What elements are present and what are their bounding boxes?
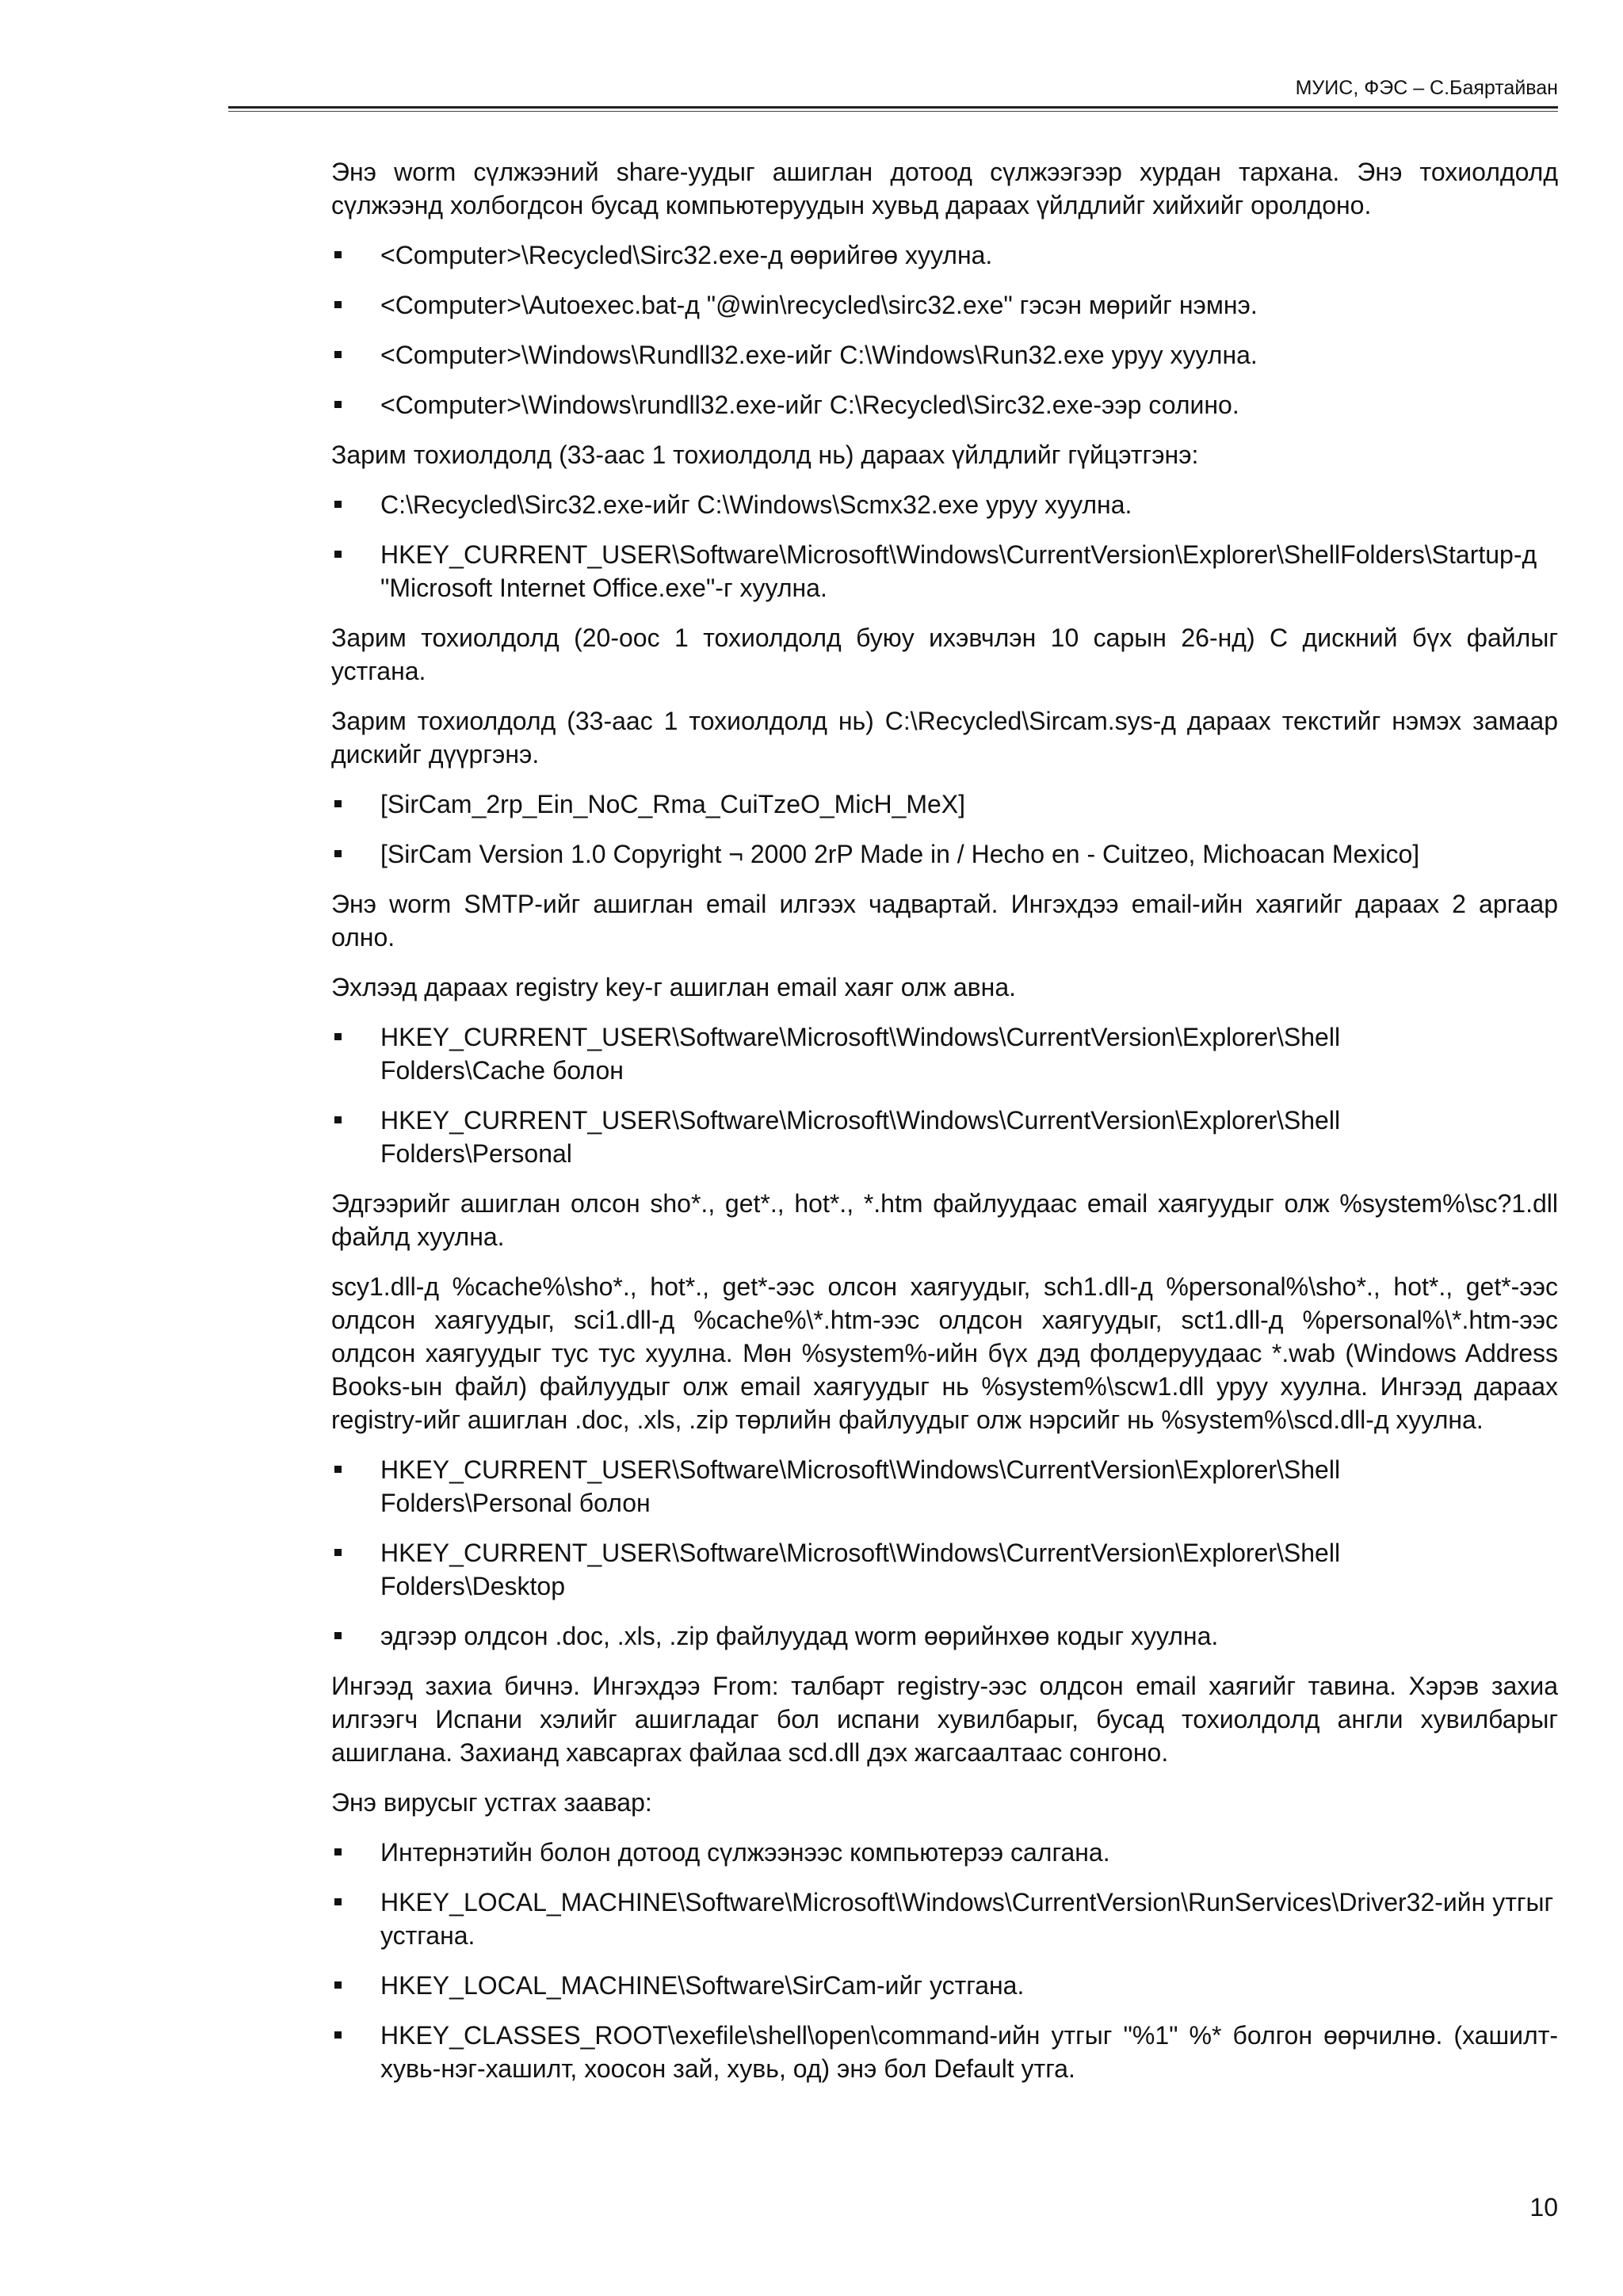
list-item-text: [SirCam Version 1.0 Copyright ¬ 2000 2rP Made in / Hecho en - Cuitzeo, Michoacan Mexico]	[380, 840, 1420, 868]
list-item-text: Интернэтийн болон дотоод сүлжээнээс компьютерээ салгана.	[380, 1838, 1110, 1867]
bullet-icon	[334, 401, 342, 408]
page-number: 10	[1529, 2193, 1558, 2222]
list-item	[331, 538, 1558, 605]
list-item	[331, 1619, 1558, 1653]
bullet-icon	[334, 1632, 342, 1639]
paragraph: scy1.dll-д %cache%\sho*., hot*., get*-ээс олсон хаягуудыг, sch1.dll-д %personal%\sho*., hot*., get*-ээс олдсон хаягуудыг, sci1.dll-д %cache%\*.htm-ээс олдсон хаягуудыг, sct1.dll-д %personal%\*.htm-ээс олдсон хаягуудыг тус тус хуулна. Мөн %system%-ийн бүх дэд фолдеруудаас *.wab (Windows Address Books-ын файл) файлуудыг олж email хаягуудыг нь %system%\scw1.dll уруу хуулна. Ингээд дараах registry-ийг ашиглан .doc, .xls, .zip төрлийн файлуудыг олж нэрсийг нь %system%\scd.dll-д хуулна.	[331, 1272, 1558, 1434]
bullet-icon	[334, 1549, 342, 1556]
list-item-text: C:\Recycled\Sirc32.exe-ийг C:\Windows\Scmx32.exe уруу хуулна.	[380, 490, 1132, 519]
paragraph: Ингээд захиа бичнэ. Ингэхдээ From: талбарт registry-ээс олдсон email хаягийг тавина. Хэрэв захиа илгээгч Испани хэлийг ашигладаг бол испани хувилбарыг, бусад тохиолдолд англи хувилбарыг ашиглана. Захианд хавсаргах файлаа scd.dll дэх жагсаалтаас сонгоно.	[331, 1672, 1558, 1767]
bullet-icon	[334, 1848, 342, 1855]
paragraph: Эхлээд дараах registry key-г ашиглан email хаяг олж авна.	[331, 973, 1016, 1001]
list-item	[331, 488, 1558, 521]
bullet-icon	[334, 1466, 342, 1473]
paragraph: Зарим тохиолдолд (33-аас 1 тохиолдолд нь) C:\Recycled\Sircam.sys-д дараах текстийг нэмэх замаар дискийг дүүргэнэ.	[331, 707, 1558, 769]
bullet-icon	[334, 1033, 342, 1040]
list-item-text: <Computer>\Autoexec.bat-д "@win\recycled\sirc32.exe" гэсэн мөрийг нэмнэ.	[380, 291, 1258, 319]
header-rule-thin	[228, 111, 1558, 112]
list-item	[331, 2019, 1558, 2085]
list-item	[331, 1969, 1558, 2002]
paragraph: Энэ worm сүлжээний share-уудыг ашиглан дотоод сүлжээгээр хурдан тархана. Энэ тохиолдолд сүлжээнд холбогдсон бусад компьютеруудын хувьд дараах үйлдлийг хийхийг оролдоно.	[331, 158, 1558, 219]
list-item-text: HKEY_LOCAL_MACHINE\Software\Microsoft\Windows\CurrentVersion\RunServices\Driver32-ийн утгыг устгана.	[380, 1888, 1554, 1950]
document-body	[331, 155, 1558, 2102]
list-item	[331, 837, 1558, 871]
paragraph: Зарим тохиолдолд (33-аас 1 тохиолдолд нь) дараах үйлдлийг гүйцэтгэнэ:	[331, 441, 1199, 469]
bullet-icon	[334, 1898, 342, 1905]
header-rule	[228, 106, 1558, 109]
bullet-icon	[334, 251, 342, 258]
bullet-icon	[334, 850, 342, 857]
page-header	[228, 76, 1558, 109]
bullet-icon	[334, 301, 342, 308]
bullet-icon	[334, 1116, 342, 1123]
list-item-text: HKEY_CURRENT_USER\Software\Microsoft\Windows\CurrentVersion\Explorer\Shell Folders\Cache болон	[380, 1023, 1341, 1085]
list-item	[331, 1020, 1558, 1087]
paragraph: Эдгээрийг ашиглан олсон sho*., get*., hot*., *.htm файлуудаас email хаягуудыг олж %system%\sc?1.dll файлд хуулна.	[331, 1189, 1558, 1251]
list-item	[331, 1536, 1558, 1603]
list-item-text: <Computer>\Windows\Rundll32.exe-ийг C:\Windows\Run32.exe уруу хуулна.	[380, 341, 1258, 369]
list-item	[331, 1453, 1558, 1520]
bullet-icon	[334, 501, 342, 508]
list-item	[331, 338, 1558, 372]
paragraph: Энэ worm SMTP-ийг ашиглан email илгээх чадвартай. Ингэхдээ email-ийн хаягийг дараах 2 аргаар олно.	[331, 890, 1558, 952]
list-item	[331, 788, 1558, 821]
list-item	[331, 1836, 1558, 1869]
bullet-icon	[334, 2031, 342, 2039]
bullet-icon	[334, 800, 342, 807]
list-item	[331, 388, 1558, 421]
list-item-text: [SirCam_2rp_Ein_NoC_Rma_CuiTzeO_MicH_MeX]	[380, 790, 966, 818]
bullet-icon	[334, 551, 342, 558]
list-item	[331, 288, 1558, 322]
list-item	[331, 1886, 1558, 1952]
list-item-text: HKEY_CURRENT_USER\Software\Microsoft\Windows\CurrentVersion\Explorer\Shell Folders\Desktop	[380, 1539, 1341, 1600]
list-item-text: <Computer>\Recycled\Sirc32.exe-д өөрийгөө хуулна.	[380, 241, 993, 269]
list-item-text: HKEY_CLASSES_ROOT\exefile\shell\open\command-ийн утгыг "%1" %* болгон өөрчилнө. (хашилт-хувь-нэг-хашилт, хоосон зай, хувь, од) энэ бол Default утга.	[380, 2021, 1558, 2083]
list-item-text: эдгээр олдсон .doc, .xls, .zip файлуудад worm өөрийнхөө кодыг хуулна.	[380, 1622, 1219, 1650]
list-item-text: <Computer>\Windows\rundll32.exe-ийг C:\Recycled\Sirc32.exe-ээр солино.	[380, 391, 1239, 419]
list-item	[331, 1104, 1558, 1170]
list-item	[331, 238, 1558, 272]
list-item-text: HKEY_LOCAL_MACHINE\Software\SirCam-ийг устгана.	[380, 1971, 1025, 2000]
paragraph: Энэ вирусыг устгах заавар:	[331, 1788, 652, 1817]
list-item-text: HKEY_CURRENT_USER\Software\Microsoft\Windows\CurrentVersion\Explorer\Shell Folders\Personal болон	[380, 1455, 1341, 1517]
header-title: МУИС, ФЭС – С.Баяртайван	[1295, 77, 1558, 99]
list-item-text: HKEY_CURRENT_USER\Software\Microsoft\Windows\CurrentVersion\Explorer\Shell Folders\Personal	[380, 1106, 1341, 1168]
bullet-icon	[334, 351, 342, 358]
bullet-icon	[334, 1981, 342, 1989]
list-item-text: HKEY_CURRENT_USER\Software\Microsoft\Windows\CurrentVersion\Explorer\ShellFolders\Startup-д "Microsoft Internet Office.exe"-г хуулна.	[380, 540, 1537, 602]
paragraph: Зарим тохиолдолд (20-оос 1 тохиолдолд буюу ихэвчлэн 10 сарын 26-нд) C дискний бүх файлыг устгана.	[331, 624, 1558, 685]
